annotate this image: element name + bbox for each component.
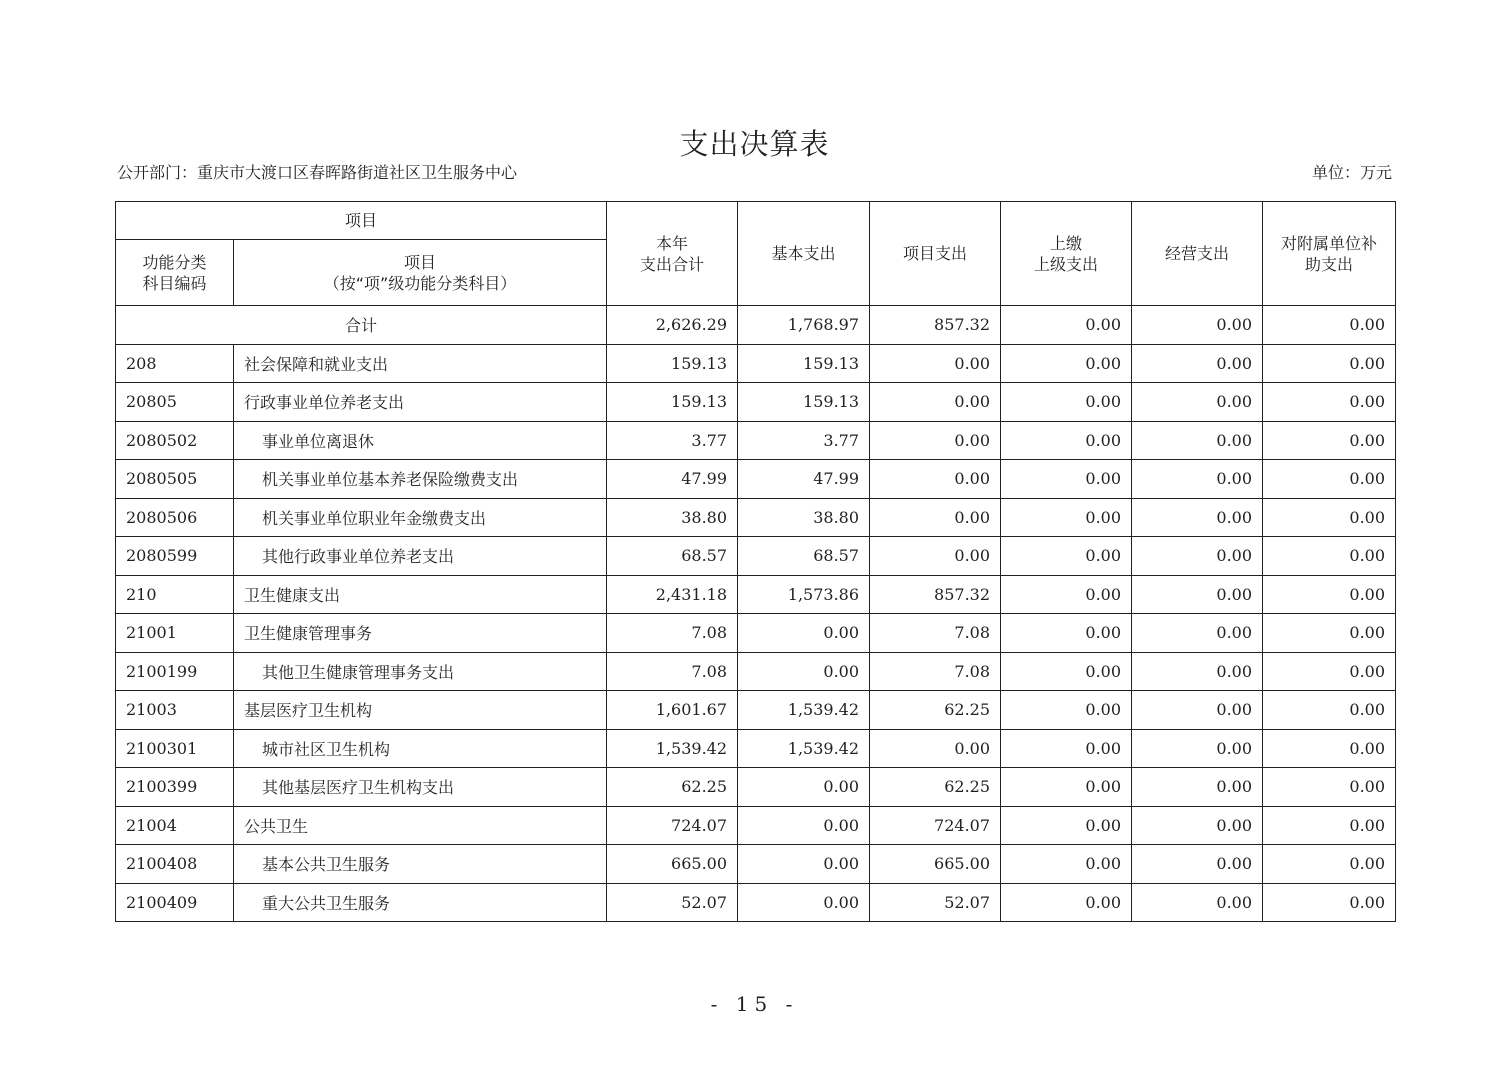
header-upper [1001, 202, 1132, 306]
row-name: 机关事业单位基本养老保险缴费支出 [234, 460, 607, 499]
row-name: 城市社区卫生机构 [234, 729, 607, 768]
row-value: 1,539.42 [607, 729, 738, 768]
row-value: 0.00 [870, 344, 1001, 383]
table-row [116, 614, 1396, 653]
row-code: 21001 [116, 614, 234, 653]
row-value: 7.08 [607, 614, 738, 653]
row-value: 0.00 [1132, 344, 1263, 383]
table-row [116, 652, 1396, 691]
row-name: 机关事业单位职业年金缴费支出 [234, 498, 607, 537]
row-value: 665.00 [870, 845, 1001, 884]
row-value: 0.00 [1132, 806, 1263, 845]
row-value: 724.07 [607, 806, 738, 845]
row-value: 0.00 [1263, 575, 1396, 614]
row-value: 0.00 [738, 652, 870, 691]
row-value: 0.00 [738, 768, 870, 807]
expenditure-table [115, 201, 1396, 922]
row-code: 21003 [116, 691, 234, 730]
header-subsidy [1263, 202, 1396, 306]
row-value: 0.00 [870, 383, 1001, 422]
total-value: 857.32 [870, 306, 1001, 345]
row-value: 0.00 [1132, 421, 1263, 460]
table-row [116, 806, 1396, 845]
row-name: 行政事业单位养老支出 [234, 383, 607, 422]
row-value: 62.25 [607, 768, 738, 807]
table-row [116, 845, 1396, 884]
row-value: 0.00 [1001, 575, 1132, 614]
header-business: 经营支出 [1132, 202, 1263, 306]
row-value: 0.00 [1132, 614, 1263, 653]
row-value: 0.00 [1263, 768, 1396, 807]
row-value: 0.00 [1001, 344, 1132, 383]
table-row [116, 575, 1396, 614]
row-value: 0.00 [1263, 845, 1396, 884]
row-value: 1,573.86 [738, 575, 870, 614]
row-value: 2,431.18 [607, 575, 738, 614]
row-value: 0.00 [1001, 421, 1132, 460]
row-value: 0.00 [1001, 537, 1132, 576]
row-value: 0.00 [1001, 614, 1132, 653]
row-name: 卫生健康管理事务 [234, 614, 607, 653]
header-name [234, 240, 607, 306]
table-row [116, 729, 1396, 768]
row-value: 159.13 [738, 383, 870, 422]
row-value: 724.07 [870, 806, 1001, 845]
header-name-label: 项目 （按“项”级功能分类科目） [323, 252, 517, 293]
row-name: 其他卫生健康管理事务支出 [234, 652, 607, 691]
header-upper-label: 上缴 上级支出 [1034, 233, 1099, 274]
total-value: 1,768.97 [738, 306, 870, 345]
table-body [116, 306, 1396, 922]
row-name: 基层医疗卫生机构 [234, 691, 607, 730]
row-code: 2080599 [116, 537, 234, 576]
row-value: 0.00 [1132, 729, 1263, 768]
row-value: 0.00 [738, 806, 870, 845]
row-value: 7.08 [870, 614, 1001, 653]
row-value: 0.00 [1263, 460, 1396, 499]
row-value: 0.00 [1263, 806, 1396, 845]
row-name: 卫生健康支出 [234, 575, 607, 614]
row-code: 2100301 [116, 729, 234, 768]
row-value: 0.00 [1263, 691, 1396, 730]
row-value: 0.00 [1263, 498, 1396, 537]
row-value: 62.25 [870, 691, 1001, 730]
row-value: 0.00 [1263, 729, 1396, 768]
table-row [116, 498, 1396, 537]
total-value: 0.00 [1001, 306, 1132, 345]
row-value: 0.00 [870, 537, 1001, 576]
row-value: 0.00 [1263, 614, 1396, 653]
row-value: 0.00 [1001, 845, 1132, 884]
total-row [116, 306, 1396, 345]
row-value: 0.00 [1132, 537, 1263, 576]
table-row [116, 883, 1396, 922]
row-value: 0.00 [870, 421, 1001, 460]
row-code: 2100409 [116, 883, 234, 922]
row-value: 0.00 [1263, 421, 1396, 460]
row-name: 其他基层医疗卫生机构支出 [234, 768, 607, 807]
row-value: 0.00 [738, 845, 870, 884]
header-basic: 基本支出 [738, 202, 870, 306]
row-value: 0.00 [1263, 537, 1396, 576]
header-code-label: 功能分类 科目编码 [142, 252, 207, 293]
row-value: 0.00 [1132, 883, 1263, 922]
row-value: 159.13 [607, 344, 738, 383]
row-value: 52.07 [607, 883, 738, 922]
row-code: 208 [116, 344, 234, 383]
table-row [116, 768, 1396, 807]
table-row [116, 383, 1396, 422]
table-row [116, 460, 1396, 499]
row-value: 0.00 [1001, 498, 1132, 537]
row-value: 0.00 [1001, 806, 1132, 845]
row-value: 0.00 [1132, 691, 1263, 730]
row-value: 0.00 [1263, 383, 1396, 422]
row-value: 0.00 [870, 460, 1001, 499]
row-value: 0.00 [1001, 768, 1132, 807]
page-number: - 15 - [710, 992, 799, 1016]
header-item-group: 项目 [116, 202, 607, 240]
unit-label: 单位：万元 [1311, 163, 1392, 182]
row-name: 社会保障和就业支出 [234, 344, 607, 383]
row-value: 0.00 [1263, 344, 1396, 383]
total-value: 2,626.29 [607, 306, 738, 345]
row-value: 665.00 [607, 845, 738, 884]
row-value: 159.13 [738, 344, 870, 383]
row-value: 68.57 [738, 537, 870, 576]
table-row [116, 691, 1396, 730]
row-name: 重大公共卫生服务 [234, 883, 607, 922]
row-value: 7.08 [870, 652, 1001, 691]
table-row [116, 421, 1396, 460]
row-value: 0.00 [1132, 383, 1263, 422]
row-name: 事业单位离退休 [234, 421, 607, 460]
table-row [116, 537, 1396, 576]
row-code: 21004 [116, 806, 234, 845]
row-name: 公共卫生 [234, 806, 607, 845]
total-value: 0.00 [1263, 306, 1396, 345]
row-code: 2080502 [116, 421, 234, 460]
row-value: 0.00 [738, 614, 870, 653]
row-value: 0.00 [1132, 498, 1263, 537]
page-title: 支出决算表 [679, 127, 830, 161]
header-code [116, 240, 234, 306]
row-value: 1,601.67 [607, 691, 738, 730]
row-value: 0.00 [1132, 768, 1263, 807]
row-value: 1,539.42 [738, 691, 870, 730]
row-value: 0.00 [1001, 383, 1132, 422]
row-value: 0.00 [1132, 575, 1263, 614]
row-value: 68.57 [607, 537, 738, 576]
row-value: 0.00 [738, 883, 870, 922]
row-value: 0.00 [1001, 691, 1132, 730]
table-header [116, 202, 1396, 306]
row-value: 38.80 [607, 498, 738, 537]
row-value: 0.00 [1001, 883, 1132, 922]
row-code: 2100199 [116, 652, 234, 691]
row-code: 2080506 [116, 498, 234, 537]
row-code: 2100408 [116, 845, 234, 884]
row-value: 0.00 [1132, 460, 1263, 499]
header-total [607, 202, 738, 306]
total-label: 合计 [116, 306, 607, 345]
row-code: 210 [116, 575, 234, 614]
row-value: 38.80 [738, 498, 870, 537]
row-value: 0.00 [1263, 883, 1396, 922]
row-value: 3.77 [607, 421, 738, 460]
row-value: 857.32 [870, 575, 1001, 614]
row-code: 20805 [116, 383, 234, 422]
row-value: 1,539.42 [738, 729, 870, 768]
row-value: 0.00 [1263, 652, 1396, 691]
header-total-label: 本年 支出合计 [640, 233, 705, 274]
row-value: 0.00 [870, 729, 1001, 768]
row-value: 62.25 [870, 768, 1001, 807]
department-label: 公开部门：重庆市大渡口区春晖路街道社区卫生服务中心 [117, 163, 518, 182]
row-value: 0.00 [1001, 460, 1132, 499]
row-code: 2100399 [116, 768, 234, 807]
row-value: 47.99 [738, 460, 870, 499]
row-value: 0.00 [1001, 729, 1132, 768]
row-value: 159.13 [607, 383, 738, 422]
row-value: 0.00 [1132, 652, 1263, 691]
row-value: 7.08 [607, 652, 738, 691]
row-value: 0.00 [1132, 845, 1263, 884]
row-value: 3.77 [738, 421, 870, 460]
row-value: 0.00 [870, 498, 1001, 537]
row-name: 基本公共卫生服务 [234, 845, 607, 884]
row-code: 2080505 [116, 460, 234, 499]
header-project: 项目支出 [870, 202, 1001, 306]
row-value: 52.07 [870, 883, 1001, 922]
table-row [116, 344, 1396, 383]
row-name: 其他行政事业单位养老支出 [234, 537, 607, 576]
row-value: 0.00 [1001, 652, 1132, 691]
row-value: 47.99 [607, 460, 738, 499]
header-subsidy-label: 对附属单位补 助支出 [1281, 233, 1378, 274]
total-value: 0.00 [1132, 306, 1263, 345]
